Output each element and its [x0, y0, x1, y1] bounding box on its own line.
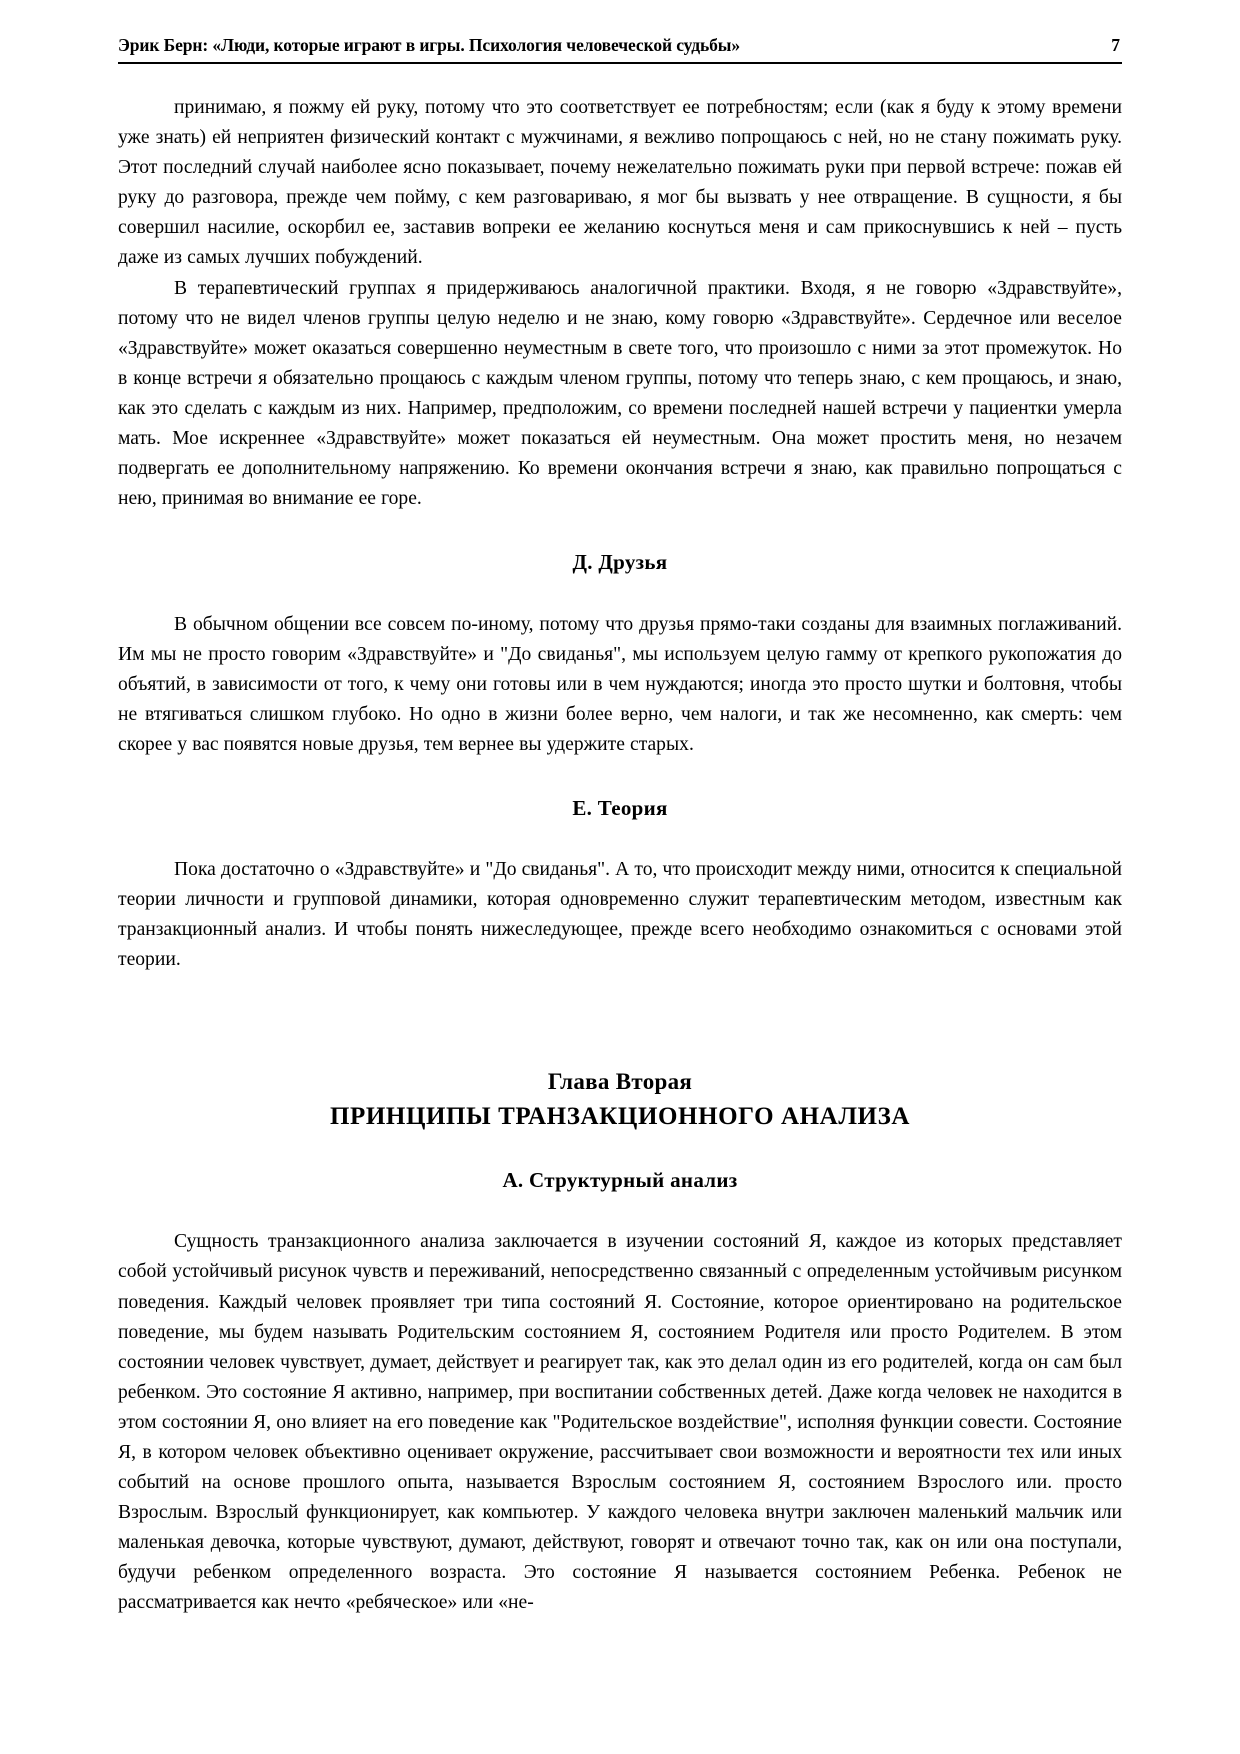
- chapter-title: ПРИНЦИПЫ ТРАНЗАКЦИОННОГО АНАЛИЗА: [329, 1103, 911, 1131]
- spacer: [118, 576, 1122, 610]
- body-paragraph-1: принимаю, я пожму ей руку, потому что это соответствует ее потребностям; если (как я буду к этому времени уже знать) ей неприятен физический контакт с мужчинами, я вежливо попрощаюсь с ней, но не стану пожимать руку. Этот последний случай наиболее ясно показывает, почему нежелательно пожимать руки при первой встрече: пожав ей руку до разговора, прежде чем пойму, с кем разговариваю, я мог бы вызвать у нее отвращение. В сущности, я бы совершил насилие, оскорбил ее, заставив вопреки ее желанию коснуться меня и сам прикоснувшись к ней – пусть даже из самых лучших побуждений.: [118, 97, 1122, 269]
- spacer: [118, 514, 1122, 550]
- body-paragraph-4: Пока достаточно о «Здравствуйте» и "До свиданья". А то, что происходит между ними, относится к специальной теории личности и групповой динамики, которая одновременно служит терапевтическим методом, известным как транзакционный анализ. И чтобы понять нижеследующее, прежде всего необходимо ознакомиться с основами этой теории.: [118, 859, 1122, 971]
- body-paragraph-3: В обычном общении все совсем по-иному, потому что друзья прямо-таки созданы для взаимных поглаживаний. Им мы не просто говорим «Здравствуйте» и "До свиданья", мы используем целую гамму от крепкого рукопожатия до объятий, в зависимости от того, к чему они готовы или в чем нуждаются; иногда это просто шутки и болтовня, чтобы не втягиваться слишком глубоко. Но одно в жизни более верно, чем налоги, и так же несомненно, как смерть: чем скорее у вас появятся новые друзья, тем вернее вы удержите старых.: [118, 613, 1122, 755]
- page-header: [118, 36, 1122, 55]
- spacer: [118, 1132, 1122, 1168]
- header-book-title: Эрик Берн: «Люди, которые играют в игры. Психология человеческой судьбы»: [118, 35, 740, 55]
- section-heading-friends: Д. Друзья: [572, 550, 668, 575]
- spacer: [118, 1095, 1122, 1102]
- spacer: [118, 1193, 1122, 1227]
- body-paragraph-5: Сущность транзакционного анализа заключается в изучении состояний Я, каждое из которых представляет собой устойчивый рисунок чувств и переживаний, непосредственно связанный с определенным устойчивым рисунком поведения. Каждый человек проявляет три типа состояний Я. Состояние, которое ориентировано на родительское поведение, мы будем называть Родительским состоянием Я, состоянием Родителя или просто Родителем. В этом состоянии человек чувствует, думает, действует и реагирует так, как это делал один из его родителей, когда он сам был ребенком. Это состояние Я активно, например, при воспитании собственных детей. Даже когда человек не находится в этом состоянии Я, оно влияет на его поведение как "Родительское воздействие", исполняя функции совести. Состояние Я, в котором человек объективно оценивает окружение, рассчитывает свои возможности и вероятности тех или иных событий на основе прошлого опыта, называется Взрослым состоянием Я, состоянием Взрослого или. просто Взрослым. Взрослый функционирует, как компьютер. У каждого человека внутри заключен маленький мальчик или маленькая девочка, которые чувствуют, думают, действуют, говорят и отвечают точно так, как он или она поступали, будучи ребенком определенного возраста. Это состояние Я называется состоянием Ребенка. Ребенок не рассматривается как нечто «ребяческое» или «не-: [118, 1231, 1122, 1614]
- body-paragraph-2: В терапевтический группах я придерживаюсь аналогичной практики. Входя, я не говорю «Здравствуйте», потому что не видел членов группы целую неделю и не знаю, кому говорю «Здравствуйте». Сердечное или веселое «Здравствуйте» может оказаться совершенно неуместным в свете того, что произошло с ними за этот промежуток. Но в конце встречи я обязательно прощаюсь с каждым членом группы, потому что теперь знаю, с кем прощаюсь, и знаю, как это сделать с каждым из них. Например, предположим, со времени последней нашей встречи у пациентки умерла мать. Мое искреннее «Здравствуйте» может показаться ей неуместным. Она может простить меня, но незачем подвергать ее дополнительному напряжению. Ко времени окончания встречи я знаю, как правильно попрощаться с нею, принимая во внимание ее горе.: [118, 277, 1122, 510]
- header-page-number: 7: [1111, 35, 1120, 55]
- spacer: [118, 760, 1122, 796]
- header-divider-rule: [118, 62, 1122, 64]
- spacer: [118, 821, 1122, 855]
- section-heading-theory: Е. Теория: [572, 795, 668, 820]
- page-body: [118, 93, 1122, 1619]
- chapter-label: Глава Вторая: [547, 1068, 693, 1094]
- spacer: [118, 976, 1122, 1068]
- section-heading-structural-analysis: А. Структурный анализ: [502, 1168, 738, 1193]
